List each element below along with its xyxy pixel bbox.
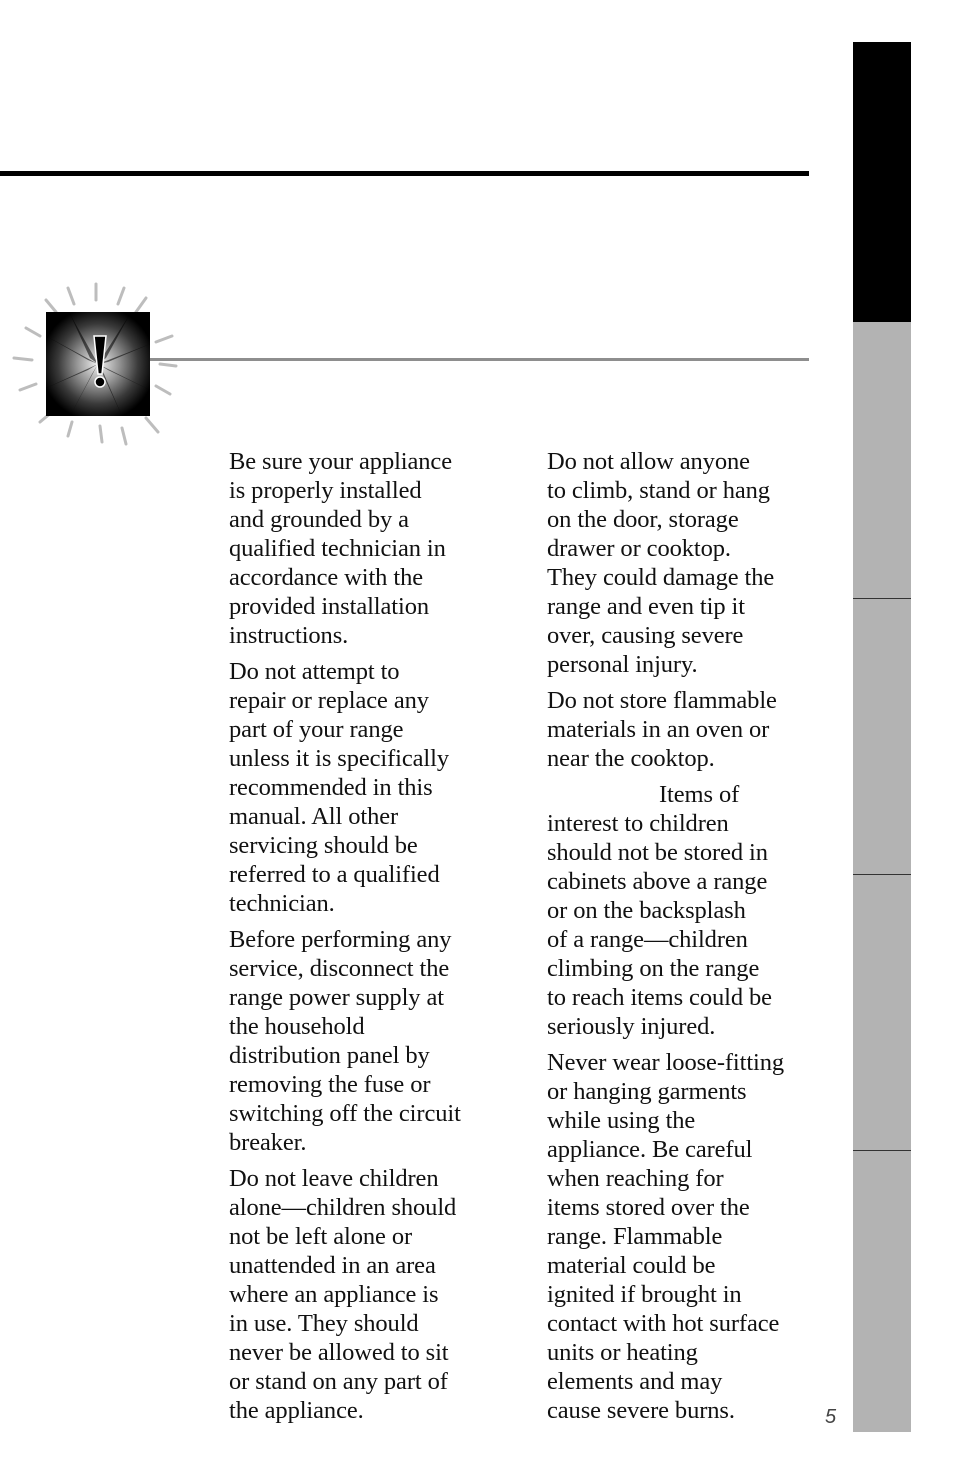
section-tab bbox=[853, 874, 911, 1151]
safety-paragraph: Be sure your appliance is properly installed and grounded by a qualified technician in accordance with the provided installation instructions. bbox=[229, 448, 452, 649]
section-tab bbox=[853, 1150, 911, 1432]
section-tab-current bbox=[853, 42, 911, 322]
section-divider bbox=[150, 358, 809, 361]
safety-paragraph: Items of interest to children should not be stored in cabinets above a range or on the backsplash of a range—children climbing on the range to reach items could be seriously injured. bbox=[547, 781, 772, 1040]
left-text-column bbox=[229, 447, 497, 1432]
page-number: 5 bbox=[825, 1406, 837, 1428]
section-tab bbox=[853, 322, 911, 598]
safety-paragraph: Do not leave children alone—children should not be left alone or unattended in an area where an appliance is in use. They should never be allowed to sit or stand on any part of the appliance. bbox=[229, 1165, 457, 1424]
right-text-column bbox=[547, 447, 817, 1432]
safety-paragraph: Do not attempt to repair or replace any part of your range unless it is specifically recommended in this manual. All other servicing should be referred to a qualified technician. bbox=[229, 658, 449, 917]
top-rule bbox=[0, 171, 809, 176]
section-tab bbox=[853, 598, 911, 875]
warning-exclamation-icon bbox=[10, 278, 182, 450]
safety-paragraph: Never wear loose-fitting or hanging garments while using the appliance. Be careful when reaching for items stored over the range. Flammable material could be ignited if brought in contact with hot surface units or heating elements and may cause severe burns. bbox=[547, 1049, 785, 1424]
safety-paragraph: Before performing any service, disconnect the range power supply at the household distribution panel by removing the fuse or switching off the circuit breaker. bbox=[229, 926, 461, 1156]
safety-paragraph: Do not allow anyone to climb, stand or hang on the door, storage drawer or cooktop. They could damage the range and even tip it over, causing severe personal injury. bbox=[547, 448, 775, 678]
safety-paragraph: Do not store flammable materials in an oven or near the cooktop. bbox=[547, 687, 777, 772]
section-tabs bbox=[853, 42, 911, 1431]
